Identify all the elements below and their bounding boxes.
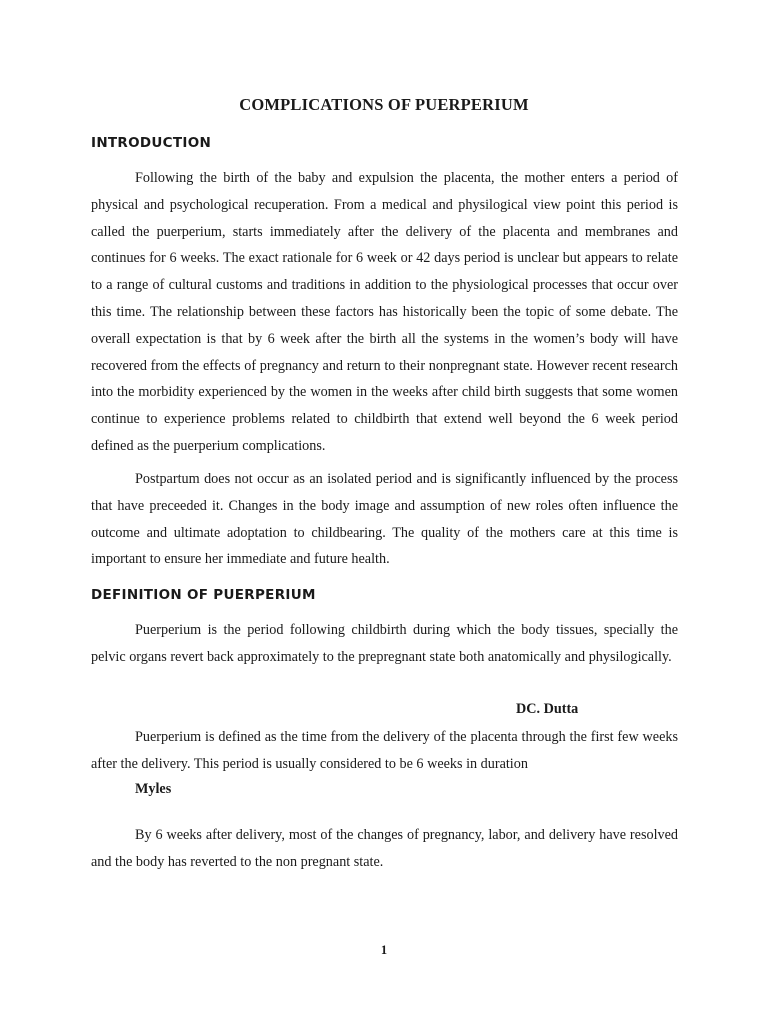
definition-heading: DEFINITION OF PUERPERIUM bbox=[91, 587, 316, 603]
document-title: COMPLICATIONS OF PUERPERIUM bbox=[239, 95, 529, 114]
page-number: 1 bbox=[380, 943, 388, 957]
introduction-paragraph-2: Postpartum does not occur as an isolated period and is significantly influenced by the process that have preceeded it. Changes in the body image and assumption of new roles often influence the outcome and ultimate adoptation to childbearing. The quality of the mothers care at this time is important to ensure her immediate and future health. bbox=[91, 471, 678, 568]
definition-paragraph-1: Puerperium is the period following childbirth during which the body tissues, specially the pelvic organs revert back approximately to the prepregnant state both anatomically and physilogically. bbox=[91, 622, 678, 666]
attribution-dc-dutta: DC. Dutta bbox=[516, 701, 579, 717]
introduction-heading: INTRODUCTION bbox=[91, 135, 212, 151]
definition-paragraph-2: Puerperium is defined as the time from the delivery of the placenta through the first few weeks after the delivery. This period is usually considered to be 6 weeks in duration bbox=[91, 729, 678, 773]
introduction-paragraph-1: Following the birth of the baby and expulsion the placenta, the mother enters a period of physical and psychological recuperation. From a medical and physilogical view point this period is called the puerperium, starts immediately after the delivery of the placenta and membranes and continues for 6 weeks. The exact rationale for 6 week or 42 days period is unclear but appears to relate to a range of cultural customs and traditions in addition to the physiological processes that occur over this time. The relationship between these factors has historically been the topic of some debate. The overall expectation is that by 6 week after the birth all the systems in the women’s body will have recovered from the effects of pregnancy and return to their nonpregnant state. However recent research into the morbidity experienced by the women in the weeks after child birth suggests that some women continue to experience problems related to childbirth that extend well beyond the 6 week period defined as the puerperium complications. bbox=[91, 170, 678, 454]
definition-paragraph-3: By 6 weeks after delivery, most of the changes of pregnancy, labor, and delivery have resolved and the body has reverted to the non pregnant state. bbox=[91, 827, 678, 871]
attribution-myles: Myles bbox=[135, 781, 172, 797]
